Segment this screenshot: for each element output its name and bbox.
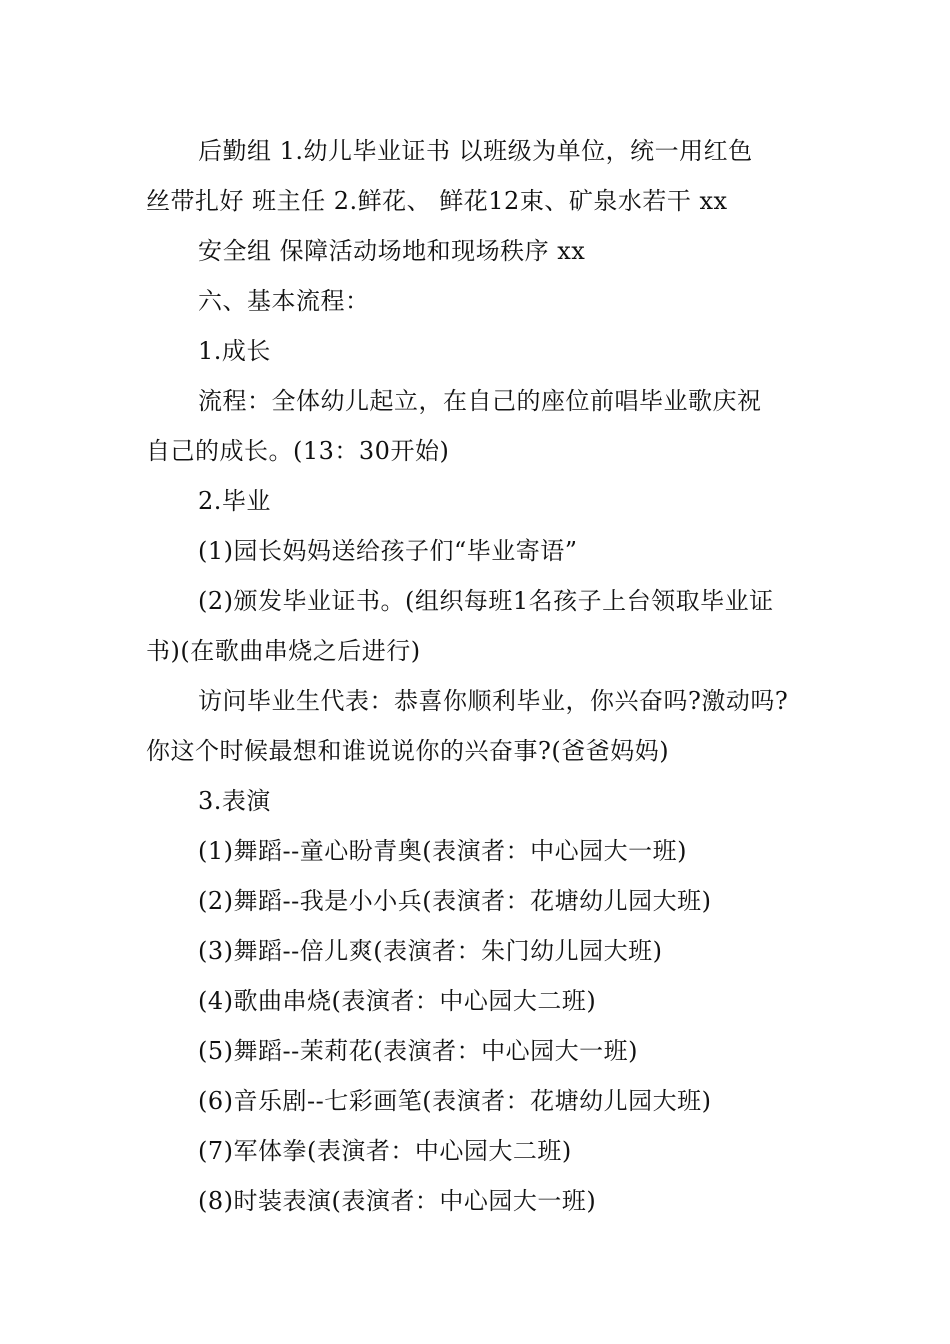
section-heading-process: 六、基本流程： [198, 287, 370, 315]
line-graduation-1: (1)园长妈妈送给孩子们“毕业寄语” [198, 537, 578, 565]
line-growth-process-1: 流程：全体幼儿起立，在自己的座位前唱毕业歌庆祝 [198, 387, 762, 415]
line-graduation-2a: (2)颁发毕业证书。(组织每班1名孩子上台领取毕业证 [198, 587, 774, 615]
line-logistics-2: 丝带扎好 班主任 2.鲜花、 鲜花12束、矿泉水若干 xx [146, 187, 728, 215]
line-growth-process-2: 自己的成长。(13：30开始) [146, 437, 450, 465]
performance-item-8: (8)时装表演(表演者：中心园大一班) [198, 1187, 597, 1215]
performance-item-3: (3)舞蹈--倍儿爽(表演者：朱门幼儿园大班) [198, 937, 663, 965]
item-performance-heading: 3.表演 [198, 787, 271, 815]
line-interview-1: 访问毕业生代表：恭喜你顺利毕业，你兴奋吗?激动吗? [198, 687, 789, 715]
performance-item-5: (5)舞蹈--茉莉花(表演者：中心园大一班) [198, 1037, 638, 1065]
performance-item-1: (1)舞蹈--童心盼青奥(表演者：中心园大一班) [198, 837, 687, 865]
line-graduation-2b: 书)(在歌曲串烧之后进行) [146, 637, 421, 665]
line-interview-2: 你这个时候最想和谁说说你的兴奋事?(爸爸妈妈) [146, 737, 670, 765]
performance-item-7: (7)军体拳(表演者：中心园大二班) [198, 1137, 572, 1165]
item-graduation-heading: 2.毕业 [198, 487, 271, 515]
document-body [146, 126, 808, 1226]
performance-item-2: (2)舞蹈--我是小小兵(表演者：花塘幼儿园大班) [198, 887, 712, 915]
performance-item-6: (6)音乐剧--七彩画笔(表演者：花塘幼儿园大班) [198, 1087, 712, 1115]
item-growth-heading: 1.成长 [198, 337, 271, 365]
line-logistics-1: 后勤组 1.幼儿毕业证书 以班级为单位，统一用红色 [198, 137, 753, 165]
performance-item-4: (4)歌曲串烧(表演者：中心园大二班) [198, 987, 597, 1015]
line-safety: 安全组 保障活动场地和现场秩序 xx [198, 237, 586, 265]
